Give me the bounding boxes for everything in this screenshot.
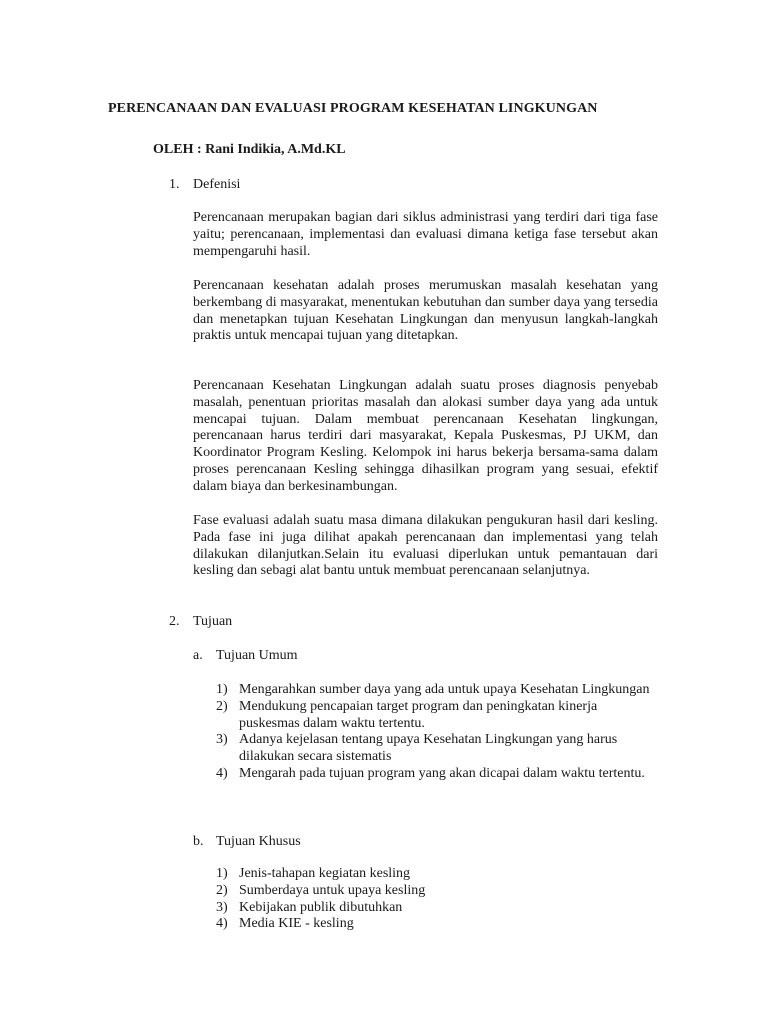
list-item bbox=[216, 900, 656, 917]
list-item-number: 2) bbox=[216, 698, 228, 714]
tujuan-khusus-list bbox=[216, 866, 656, 933]
document-author: OLEH : Rani Indikia, A.Md.KL bbox=[153, 142, 346, 157]
document-title: PERENCANAAN DAN EVALUASI PROGRAM KESEHATAN LINGKUNGAN bbox=[108, 101, 598, 116]
subsection-letter: b. bbox=[193, 834, 204, 849]
list-item bbox=[216, 682, 656, 699]
list-item-text: Media KIE - kesling bbox=[239, 916, 354, 932]
paragraph: Perencanaan kesehatan adalah proses merumuskan masalah kesehatan yang berkembang di masyarakat, menentukan kebutuhan dan sumber daya yang tersedia dan menetapkan tujuan Kesehatan Lingkungan dan menyusun langkah-langkah praktis untuk mencapai tujuan yang ditetapkan. bbox=[193, 278, 658, 344]
list-item-number: 3) bbox=[216, 732, 228, 748]
list-item-number: 2) bbox=[216, 882, 228, 898]
subsection-heading-tujuan-umum: Tujuan Umum bbox=[216, 648, 298, 663]
subsection-letter: a. bbox=[193, 648, 203, 663]
tujuan-umum-list bbox=[216, 682, 656, 783]
list-item-number: 4) bbox=[216, 916, 228, 932]
paragraph: Perencanaan merupakan bagian dari siklus administrasi yang terdiri dari tiga fase yaitu; perencanaan, implementasi dan evaluasi dimana ketiga fase tersebut akan mempengaruhi hasil. bbox=[193, 210, 658, 259]
list-item-text: Adanya kejelasan tentang upaya Kesehatan Lingkungan yang harus dilakukan secara sistematis bbox=[239, 732, 618, 765]
list-item-number: 3) bbox=[216, 899, 228, 915]
section-number: 1. bbox=[169, 177, 180, 192]
list-item-number: 1) bbox=[216, 866, 228, 881]
list-item-number: 1) bbox=[216, 682, 228, 697]
list-item-text: Kebijakan publik dibutuhkan bbox=[239, 899, 403, 915]
list-item bbox=[216, 916, 656, 933]
list-item bbox=[216, 866, 656, 883]
list-item-text: Jenis-tahapan kegiatan kesling bbox=[239, 866, 411, 881]
section-heading-defenisi: Defenisi bbox=[193, 177, 241, 192]
list-item-text: Mendukung pencapaian target program dan peningkatan kinerja puskesmas dalam waktu tertentu. bbox=[239, 698, 598, 731]
list-item bbox=[216, 699, 656, 733]
list-item-text: Mengarahkan sumber daya yang ada untuk upaya Kesehatan Lingkungan bbox=[239, 682, 650, 697]
list-item bbox=[216, 732, 656, 766]
list-item-number: 4) bbox=[216, 765, 228, 781]
list-item bbox=[216, 766, 656, 783]
list-item bbox=[216, 883, 656, 900]
section-number: 2. bbox=[169, 614, 180, 629]
section-heading-tujuan: Tujuan bbox=[193, 614, 233, 629]
list-item-text: Sumberdaya untuk upaya kesling bbox=[239, 882, 426, 898]
paragraph: Fase evaluasi adalah suatu masa dimana dilakukan pengukuran hasil dari kesling. Pada fase ini juga dilihat apakah perencanaan dan implementasi yang telah dilakukan dilanjutkan.Selain itu evaluasi diperlukan untuk pemantauan dari kesling dan sebagi alat bantu untuk membuat perencanaan selanjutnya. bbox=[193, 513, 658, 579]
list-item-text: Mengarah pada tujuan program yang akan dicapai dalam waktu tertentu. bbox=[239, 765, 645, 781]
subsection-heading-tujuan-khusus: Tujuan Khusus bbox=[216, 834, 301, 849]
paragraph: Perencanaan Kesehatan Lingkungan adalah suatu proses diagnosis penyebab masalah, penentuan prioritas masalah dan alokasi sumber daya yang ada untuk mencapai tujuan. Dalam membuat perencanaan Kesehatan lingkungan, perencanaan harus terdiri dari masyarakat, Kepala Puskesmas, PJ UKM, dan Koordinator Program Kesling. Kelompok ini harus bekerja bersama-sama dalam proses perencanaan Kesling sehingga dihasilkan program yang sesuai, efektif dalam biaya dan berkesinambungan. bbox=[193, 378, 658, 494]
